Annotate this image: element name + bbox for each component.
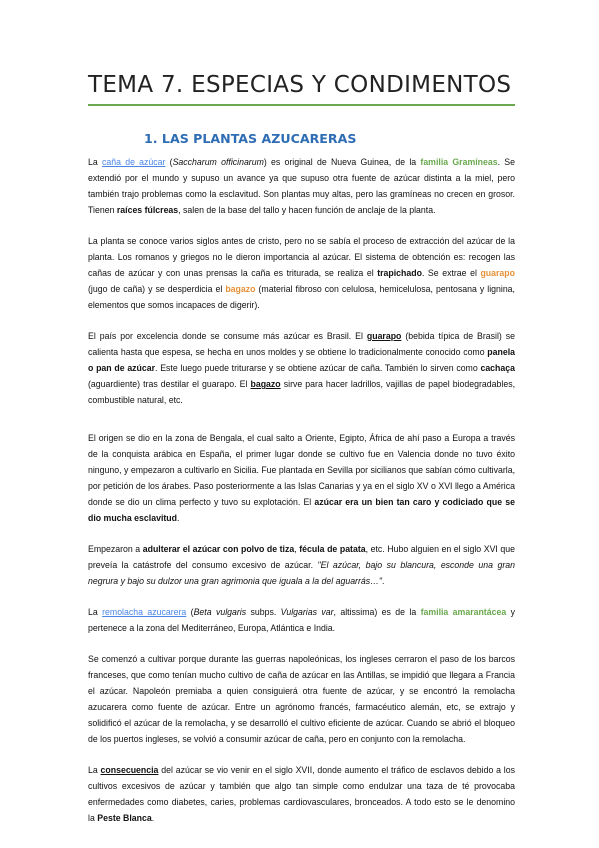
family-term: familia Gramíneas — [420, 157, 498, 167]
paragraph-brasil: El país por excelencia donde se consume más azúcar es Brasil. El guarapo (bebida típica de Brasil) se calienta hasta que espesa, se hecha en unos moldes y se obtiene lo tradicionalmente conocido como panela o pan de azúcar. Este luego puede triturarse y se obtiene azúcar de caña. También lo sirven como cachaça (aguardiente) tras destilar el guarapo. El bagazo sirve para hacer ladrillos, vajillas de papel biodegradables, combustible natural, etc. — [88, 331, 516, 405]
document-body — [88, 154, 515, 841]
paragraph-remolacha: La remolacha azucarera (Beta vulgaris subps. Vulgarias var, altissima) es de la familia amarantácea y pertenece a la zona del Mediterráneo, Europa, Atlántica e India. — [88, 607, 515, 633]
title-underline — [88, 104, 515, 106]
link-cana-de-azucar[interactable]: caña de azúcar — [101, 157, 166, 167]
section-heading: 1. LAS PLANTAS AZUCARERAS — [144, 131, 357, 146]
paragraph-obtencion: La planta se conoce varios siglos antes de cristo, pero no se sabía el proceso de extracción del azúcar de la planta. Los romanos y griegos no le dieron importancia al azúcar. El sistema de obtención es: recogen las cañas de azúcar y con unas prensas la caña es triturada, se realiza el trapichado. Se extrae el guarapo (jugo de caña) y se desperdicia el bagazo (material fibroso con celulosa, hemicelulosa, pentosana y lignina, elementos que somos incapaces de digerir). — [88, 236, 515, 310]
link-remolacha-azucarera[interactable]: remolacha azucarera — [102, 607, 187, 617]
paragraph-adulteracion: Empezaron a adulterar el azúcar con polvo de tiza, fécula de patata, etc. Hubo alguien en el siglo XVI que preveía la catástrofe del consumo excesivo de azúcar. "El azúcar, bajo su blancura, esconde una gran negrura y bajo su dulzor una gran agrimonia que iguala a la del aguarrás…". — [88, 544, 515, 586]
paragraph-guerras-napoleonicas: Se comenzó a cultivar porque durante las guerras napoleónicas, los ingleses cerraron el paso de los barcos franceses, que como tenían mucho cultivo de caña de azúcar en las Antillas, se impidió que llegara a Francia el azúcar. Napoleón premiaba a quien consiguierá otra fuente de azúcar, y se encontró la remolacha azucarera como fuente de azúcar. Entre un agrónomo francés, farmacéutico alemán, etc, se extrajo y solidificó el azúcar de la remolacha, y se desarrolló el cultivo eficiente de azúcar. Cuando se abrió el bloqueo de los puertos ingleses, se volvió a consumir azúcar de caña, pero en conjunto con la remolacha. — [88, 654, 515, 744]
family-term: familia amarantácea — [420, 607, 507, 617]
term-bagazo: bagazo — [225, 284, 256, 294]
paragraph-cana-de-azucar: La caña de azúcar (Saccharum officinarum) es original de Nueva Guinea, de la familia Gramíneas. Se extendió por el mundo y supuso un avance ya que supuso otra fuente de azúcar distinta a la miel, pero también trajo problemas como la esclavitud. Son plantas muy altas, pero las gramíneas no crecen en grosor. Tienen raíces fúlcreas, salen de la base del tallo y hacen función de anclaje de la planta. — [88, 157, 515, 215]
paragraph-origen: El origen se dio en la zona de Bengala, el cual salto a Oriente, Egipto, África de ahí paso a Europa a través de la conquista arábica en España, el primer lugar donde se cultivo fue en Valencia donde no tuvo éxito ninguno, y empezaron a cultivarlo en Sicilia. Fue plantada en Sevilla por sicilianos que sabían cómo cultivarla, por petición de los árabes. Paso posteriormente a las Islas Canarias y ya en el siglo XV o XVI llego a América donde se dio un clima perfecto y tuvo su explotación. El azúcar era un bien tan caro y codiciado que se dio mucha esclavitud. — [88, 433, 515, 523]
paragraph-consecuencia: La consecuencia del azúcar se vio venir en el siglo XVII, donde aumento el tráfico de esclavos debido a los cultivos excesivos de azúcar y también que algo tan simple como endulzar una taza de té provocaba enfermedades como diabetes, caries, problemas cardiovasculares, bronceados. A todo esto se le denomino la Peste Blanca. — [88, 765, 515, 823]
document-title: TEMA 7. ESPECIAS Y CONDIMENTOS — [88, 72, 512, 98]
term-guarapo: guarapo — [480, 268, 515, 278]
